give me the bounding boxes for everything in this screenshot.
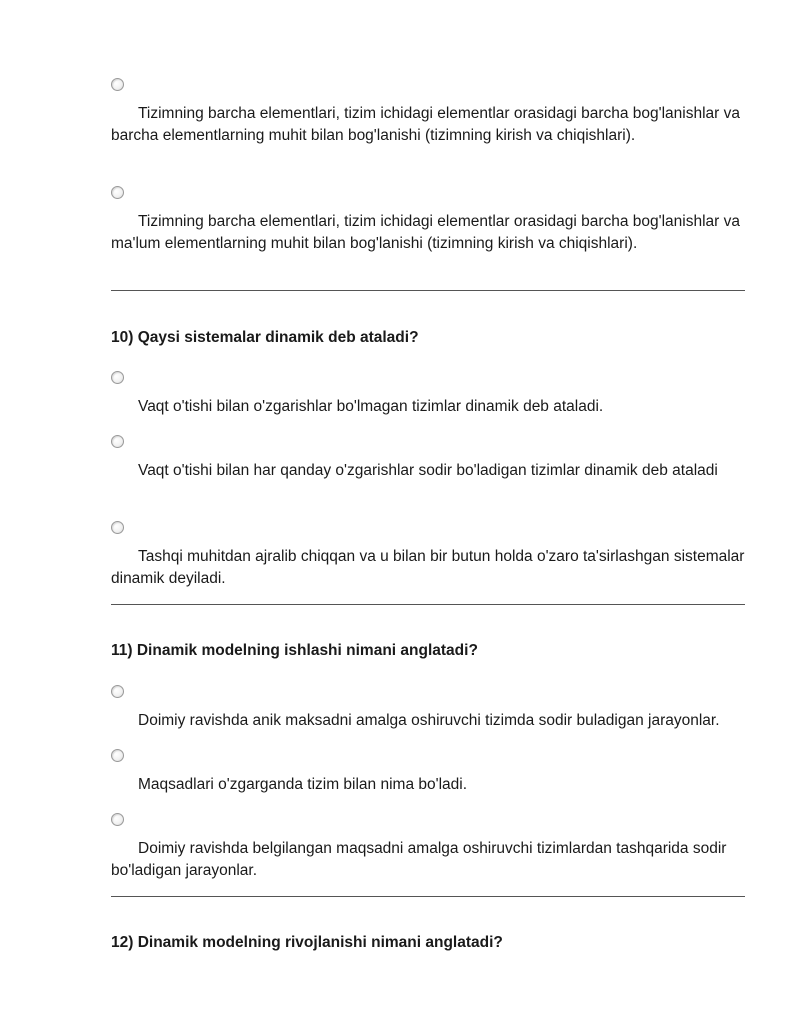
q11-option-1-radio[interactable]: [111, 685, 124, 698]
q10-option-3: [111, 521, 751, 590]
question-divider: [111, 604, 745, 605]
q10-option-3-text: Tashqi muhitdan ajralib chiqqan va u bilan bir butun holda o'zaro ta'sirlashgan sistemalar dinamik deyiladi.: [111, 548, 745, 587]
q11-option-1: [111, 685, 751, 732]
q11-option-1-text: Doimiy ravishda anik maksadni amalga oshiruvchi tizimda sodir buladigan jarayonlar.: [138, 712, 720, 729]
q10-option-3-radio[interactable]: [111, 521, 124, 534]
q10-option-2-text: Vaqt o'tishi bilan har qanday o'zgarishlar sodir bo'ladigan tizimlar dinamik deb ataladi: [138, 462, 718, 479]
q10-title: 10) Qaysi sistemalar dinamik deb ataladi?: [111, 329, 419, 346]
q9-option-2-text: Tizimning barcha elementlari, tizim ichidagi elementlar orasidagi barcha bog'lanishlar va ma'lum elementlarning muhit bilan bog'lanishi (tizimning kirish va chiqishlari).: [111, 213, 741, 252]
q11-option-3-text: Doimiy ravishda belgilangan maqsadni amalga oshiruvchi tizimlardan tashqarida sodir bo'ladigan jarayonlar.: [111, 840, 727, 879]
question-divider: [111, 290, 745, 291]
q11-option-2-text: Maqsadlari o'zgarganda tizim bilan nima bo'ladi.: [138, 776, 468, 793]
q10-option-1-radio[interactable]: [111, 371, 124, 384]
q11-option-3: [111, 813, 751, 882]
q10-option-1-text: Vaqt o'tishi bilan o'zgarishlar bo'lmagan tizimlar dinamik deb ataladi.: [138, 398, 604, 415]
q10-option-1: [111, 371, 751, 418]
q10-option-2-radio[interactable]: [111, 435, 124, 448]
q9-option-2: [111, 186, 751, 255]
q9-option-1: [111, 78, 751, 147]
q11-option-3-radio[interactable]: [111, 813, 124, 826]
q10-option-2: [111, 435, 751, 482]
q11-option-2-radio[interactable]: [111, 749, 124, 762]
q9-option-1-radio[interactable]: [111, 78, 124, 91]
question-divider: [111, 896, 745, 897]
q9-option-1-text: Tizimning barcha elementlari, tizim ichidagi elementlar orasidagi barcha bog'lanishlar va barcha elementlarning muhit bilan bog'lanishi (tizimning kirish va chiqishlari).: [111, 105, 741, 144]
q11-option-2: [111, 749, 751, 796]
q11-title: 11) Dinamik modelning ishlashi nimani anglatadi?: [111, 642, 478, 659]
q9-option-2-radio[interactable]: [111, 186, 124, 199]
q12-title: 12) Dinamik modelning rivojlanishi nimani anglatadi?: [111, 934, 503, 951]
